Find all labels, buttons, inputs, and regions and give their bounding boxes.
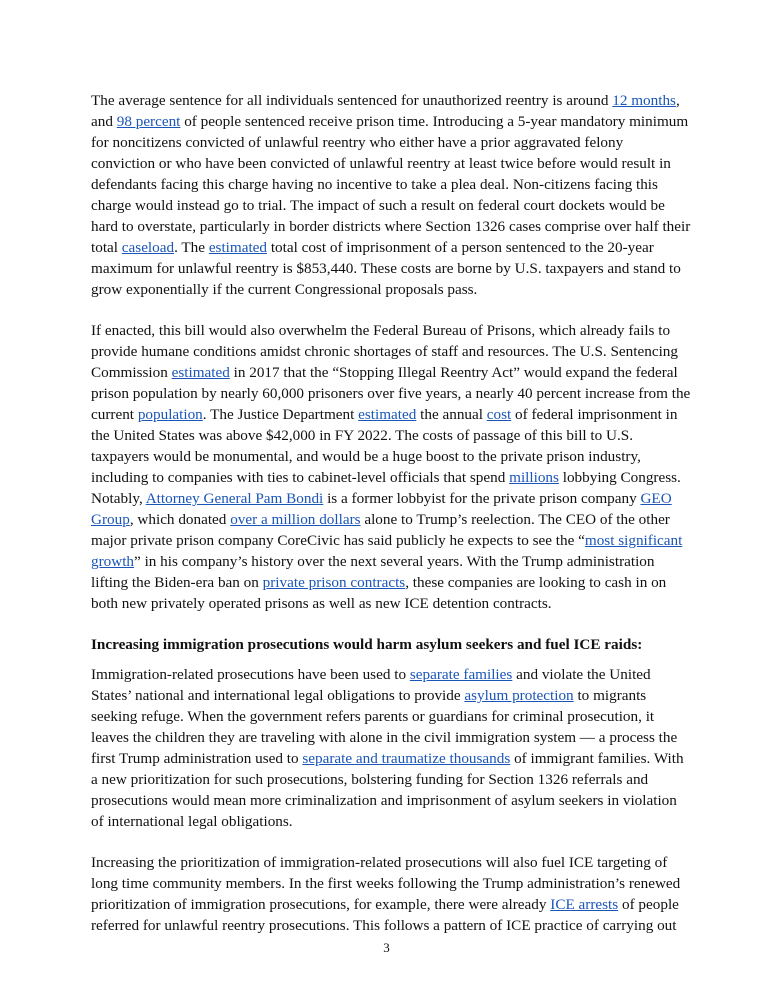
link-over-a-million-dollars[interactable]: over a million dollars xyxy=(230,511,361,528)
text-run: The average sentence for all individuals sentenced for unauthorized reentry is around xyxy=(91,92,613,109)
document-body xyxy=(91,90,691,956)
text-run: total cost of imprisonment of a person sentenced to the 20-year maximum for unlawful reentry is $853,440. These costs are borne by U.S. taxpayers and stand to grow exponentially if the current Congressional proposals pass. xyxy=(91,239,681,298)
text-run: . The xyxy=(174,239,209,256)
text-run: Immigration-related prosecutions have been used to xyxy=(91,666,410,683)
link-98-percent[interactable]: 98 percent xyxy=(116,113,181,130)
text-run: , these companies are looking to cash in on both new privately operated prisons as well as new ICE detention contracts. xyxy=(91,574,667,612)
link-caseload[interactable]: caseload xyxy=(121,239,175,256)
text-run: . The Justice Department xyxy=(202,406,359,423)
text-run: in 2017 that the “Stopping Illegal Reentry Act” would expand the federal prison population by nearly 60,000 prisoners over five years, a nearly 40 percent increase from the current xyxy=(91,364,691,423)
link-private-prison-contracts[interactable]: private prison contracts xyxy=(262,574,406,591)
text-run: to migrants seeking refuge. When the government refers parents or guardians for criminal prosecution, it leaves the children they are traveling with alone in the civil immigration system — a process the first Trump administration used to xyxy=(91,687,678,767)
link-population[interactable]: population xyxy=(137,406,203,423)
link-geo-group[interactable]: GEO Group xyxy=(91,490,672,528)
text-run: of immigrant families. With a new prioritization for such prosecutions, bolstering funding for Section 1326 referrals and prosecutions would mean more criminalization and imprisonment of asylum seekers in violation of international legal obligations. xyxy=(91,750,684,830)
text-run: alone to Trump’s reelection. The CEO of the other major private prison company CoreCivic has said publicly he expects to see the “ xyxy=(91,511,670,549)
text-run: , which donated xyxy=(129,511,231,528)
text-run: , and xyxy=(91,92,680,130)
link-most-significant-growth[interactable]: most significant growth xyxy=(91,532,683,570)
link-doj-estimated[interactable]: estimated xyxy=(358,406,417,423)
link-12-months[interactable]: 12 months xyxy=(612,92,676,109)
text-run: of federal imprisonment in the United States was above $42,000 in FY 2022. The costs of passage of this bill to U.S. taxpayers would be monumental, and would be a huge boost to the private prison industry, including to companies with ties to cabinet-level officials that spend xyxy=(91,406,678,486)
paragraph-ice-targeting xyxy=(91,852,691,936)
text-run: the annual xyxy=(416,406,487,423)
paragraph-reentry-sentences xyxy=(91,90,691,300)
text-run: If enacted, this bill would also overwhelm the Federal Bureau of Prisons, which already fails to provide humane conditions amidst chronic shortages of staff and resources. The U.S. Sentencing Commission xyxy=(91,322,678,381)
link-commission-estimated[interactable]: estimated xyxy=(171,364,230,381)
text-run: ” in his company’s history over the next several years. With the Trump administration lifting the Biden-era ban on xyxy=(91,553,655,591)
text-run: of people referred for unlawful reentry prosecutions. This follows a pattern of ICE practice of carrying out xyxy=(91,896,679,934)
text-run: Increasing the prioritization of immigration-related prosecutions will also fuel ICE targeting of long time community members. In the first weeks following the Trump administration’s renewed prioritization of immigration prosecutions, for example, there were already xyxy=(91,854,681,913)
paragraph-bureau-of-prisons xyxy=(91,320,691,614)
text-run: lobbying Congress. Notably, xyxy=(91,469,681,507)
text-run: and violate the United States’ national and international legal obligations to provide xyxy=(91,666,651,704)
page-number: 3 xyxy=(383,940,390,955)
link-estimated-cost[interactable]: estimated xyxy=(208,239,268,256)
link-separate-families[interactable]: separate families xyxy=(409,666,513,683)
section-heading: Increasing immigration prosecutions would harm asylum seekers and fuel ICE raids: xyxy=(91,636,643,653)
link-ice-arrests[interactable]: ICE arrests xyxy=(550,896,619,913)
link-asylum-protection[interactable]: asylum protection xyxy=(464,687,574,704)
text-run: of people sentenced receive prison time. Introducing a 5-year mandatory minimum for noncitizens convicted of unlawful reentry who either have a prior aggravated felony conviction or who have been convicted of unlawful reentry at least twice before would result in defendants facing this charge having no incentive to take a plea deal. Non-citizens facing this charge would instead go to trial. The impact of such a result on federal court dockets would be hard to overstate, particularly in border districts where Section 1326 cases comprise over half their total xyxy=(91,113,691,256)
text-run: is a former lobbyist for the private prison company xyxy=(323,490,641,507)
link-pam-bondi[interactable]: Attorney General Pam Bondi xyxy=(145,490,324,507)
link-separate-and-traumatize[interactable]: separate and traumatize thousands xyxy=(302,750,511,767)
link-cost[interactable]: cost xyxy=(486,406,512,423)
link-millions[interactable]: millions xyxy=(509,469,559,486)
paragraph-asylum-seekers xyxy=(91,664,691,832)
